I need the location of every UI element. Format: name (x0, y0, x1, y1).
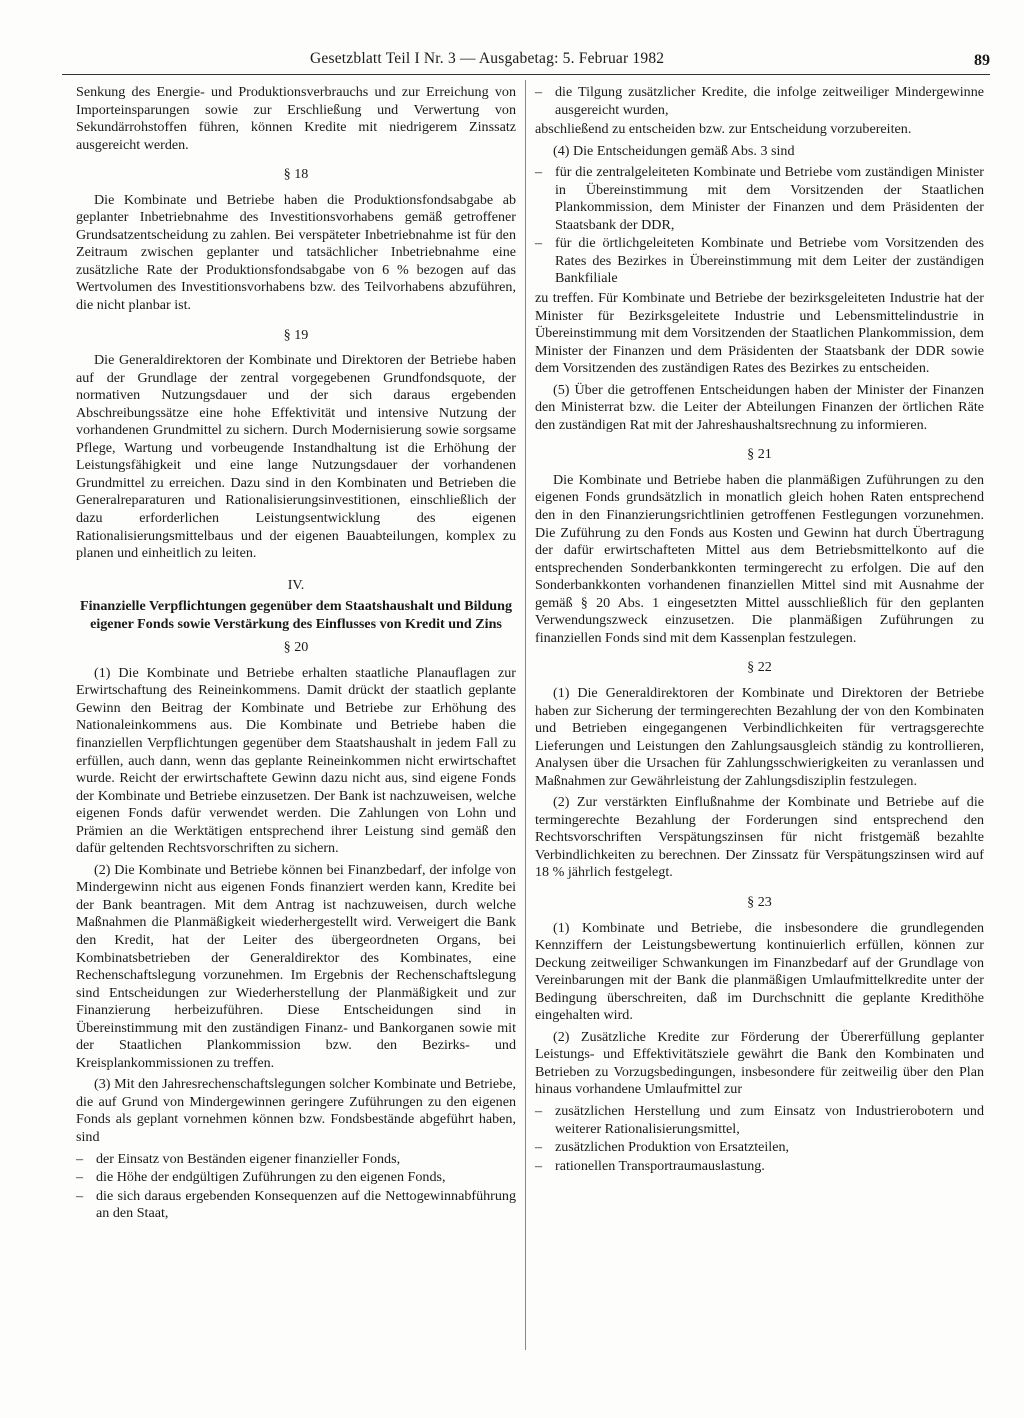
section-19-text: Die Generaldirektoren der Kombinate und Direktoren der Betriebe haben auf der Grundlage der zentral vorgegebenen Grundfondsquote, der normativen Nutzungsdauer und der sich daraus ergebenden Abschreibungssätze eine hohe Effektivität und intensive Nutzung der vorhandenen Grundmittel zu sichern. Durch Modernisierung sowie sorgsame Pflege, Wartung und vorbeugende Instandhaltung ist die Erhöhung der Leistungsfähigkeit und eine lange Nutzungsdauer der vorhandenen Grundmittel zu erreichen. Dazu sind in den Kombinaten und Betrieben die Generalreparaturen und Rationalisierungsinvestitionen, einschließlich der dazu erforderlichen Leistungsentwicklung des eigenen Rationalisierungsmittelbaus und der eigenen Bauabteilungen, komplex zu planen und einheitlich zu leiten. (76, 352, 516, 562)
section-23-list (535, 1103, 984, 1175)
page-number: 89 (974, 52, 990, 69)
section-20-list (76, 1151, 516, 1223)
section-heading-22: § 22 (747, 659, 772, 676)
section-heading-23: § 23 (747, 893, 772, 910)
section-21-text: Die Kombinate und Betriebe haben die planmäßigen Zuführungen zu den eigenen Fonds grundsätzlich in monatlich gleich hohen Raten entsprechend den in den Finanzierungsrichtlinien getroffenen Festlegungen vorzunehmen. Die Zuführung zu den Fonds aus Kosten und Gewinn hat durch Übertragung der dafür erwirtschafteten Mittel aus dem Betriebsmittelkonto auf die entsprechenden Sonderbankkonten termingerecht zu erfolgen. Die auf den Sonderbankkonten vorhandenen finanziellen Mittel sind mit Ausnahme der gemäß § 20 Abs. 1 eingesetzten Mittel ausschließlich für den geplanten Verwendungszweck einzusetzen. Die planmäßigen Zuführungen zu finanziellen Fonds sind mit dem Kassenplan festzulegen. (535, 471, 984, 646)
right-column (535, 84, 984, 1177)
section-23-para-2: (2) Zusätzliche Kredite zur Förderung der Übererfüllung geplanter Leistungs- und Effektivitätsziele gewährt die Bank den Kombinaten und Betrieben zu Vorzugsbedingungen, insbesondere für zeitweilig über den Plan hinaus vorhandene Umlaufmittel zur (535, 1028, 984, 1098)
list-item: – für die örtlichgeleiteten Kombinate und Betriebe vom Vorsitzenden des Rates des Bezirkes in Übereinstimmung mit dem Leiter der zuständigen Bankfiliale (535, 235, 984, 288)
chapter-title: Finanzielle Verpflichtungen gegenüber dem Staatshaushalt und Bildung eigener Fonds sowie Verstärkung des Einflusses von Kredit und Zins (79, 598, 513, 632)
section-heading-19: § 19 (283, 326, 309, 343)
section-22-para-1: (1) Die Generaldirektoren der Kombinate und Direktoren der Betriebe haben zur Sicherung der termingerechten Bezahlung der von den Kombinaten und Betrieben eingegangenen Verbindlichkeiten für vertragsgerechte Lieferungen und Leistungen den Zahlungsausgleich ständig zu kontrollieren, Analysen über die Ursachen für Zahlungsschwierigkeiten zu veranlassen und Maßnahmen zur Gewährleistung der Zahlungsdisziplin festzulegen. (535, 684, 984, 789)
section-20-para-2: (2) Die Kombinate und Betriebe können bei Finanzbedarf, der infolge von Mindergewinn nicht aus eigenen Fonds finanziert werden kann, Kredite bei der Bank beantragen. Mit dem Antrag ist nachzuweisen, durch welche Maßnahmen die Planmäßigkeit wiederhergestellt wird. Verweigert die Bank den Kredit, hat der Leiter des übergeordneten Organs, bei Kombinatsbetrieben der Generaldirektor des Kombinates, eine Rechenschaftslegung vorzunehmen. Im Ergebnis der Rechenschaftslegung sind Entscheidungen zur Wiederherstellung der Planmäßigkeit und zur Finanzierung herbeizuführen. Diese Entscheidungen sind in Übereinstimmung mit den zuständigen Finanz- und Bankorganen sowie mit der Staatlichen Plankommission bzw. den Bezirks- und Kreisplankommissionen zu treffen. (76, 861, 516, 1071)
header-title: Gesetzblatt Teil I Nr. 3 — Ausgabetag: 5. Februar 1982 (310, 50, 665, 67)
list-item: – der Einsatz von Beständen eigener finanzieller Fonds, (76, 1151, 516, 1169)
section-heading-21: § 21 (747, 446, 772, 463)
section-23-para-1: (1) Kombinate und Betriebe, die insbesondere die grundlegenden Kennziffern der Leistungsbewertung kontinuierlich erfüllen, können zur Deckung zeitweiliger Schwankungen im Finanzbedarf auf der Grundlage von Vereinbarungen mit der Bank die planmäßigen Umlaufmittelkredite unter der Bedingung überschreiten, daß im Durchschnitt die geplante Kredithöhe eingehalten wird. (535, 919, 984, 1024)
chapter-number: IV. (287, 576, 305, 593)
list-item: – zusätzlichen Herstellung und zum Einsatz von Industrierobotern und weiterer Rationalisierungsmittel, (535, 1103, 984, 1138)
section-heading-20: § 20 (283, 639, 309, 656)
section-20-para-3: (3) Mit den Jahresrechenschaftslegungen solcher Kombinate und Betriebe, die auf Grund von Mindergewinnen geringere Zuführungen zu den eigenen Fonds als geplant vornehmen können bzw. Fondsbestände abgeführt haben, sind (76, 1076, 516, 1145)
paragraph-continued: Senkung des Energie- und Produktionsverbrauchs und zur Erreichung von Importeinsparungen sowie zur Erschließung und Verwertung von Sekundärrohstoffen führen, können Kredite mit niedrigerem Zinssatz ausgereicht werden. (76, 84, 516, 153)
list-item: – zusätzlichen Produktion von Ersatzteilen, (535, 1139, 984, 1157)
left-column (76, 84, 516, 1225)
continued-list (535, 84, 984, 119)
header-rule (62, 74, 990, 75)
page-header (60, 50, 990, 76)
list-item: – die Höhe der endgültigen Zuführungen zu den eigenen Fonds, (76, 1169, 516, 1187)
section-20-para-4: (4) Die Entscheidungen gemäß Abs. 3 sind (553, 142, 795, 159)
list-item: – rationellen Transportraumauslastung. (535, 1158, 984, 1176)
section-20-para-4-continued: zu treffen. Für Kombinate und Betriebe der bezirksgeleiteten Industrie hat der Minister für Bezirksgeleitete Industrie und Lebensmittelindustrie in Übereinstimmung mit dem Vorsitzenden der Staatlichen Plankommission, dem Minister der Finanzen und dem Präsidenten der Staatsbank der DDR sowie dem Vorsitzenden des zuständigen Rates des Bezirkes zu entscheiden. (535, 290, 984, 377)
list-item: – die sich daraus ergebenden Konsequenzen auf die Nettogewinnabführung an den Staat, (76, 1188, 516, 1223)
column-divider (525, 80, 526, 1350)
section-20-para-4-list (535, 164, 984, 288)
list-item: – die Tilgung zusätzlicher Kredite, die infolge zeitweiliger Mindergewinne ausgereicht wurden, (535, 84, 984, 119)
section-18-text: Die Kombinate und Betriebe haben die Produktionsfondsabgabe ab geplanter Inbetriebnahme des Investitionsvorhabens gemäß getroffener Grundsatzentscheidung zu zahlen. Bei verspäteter Inbetriebnahme ist für den Zeitraum zwischen geplanter und tatsächlicher Inbetriebnahme eine zusätzliche Rate der Produktionsfondsabgabe von 6 % bezogen auf das Wertvolumen des Investitionsvorhabens bzw. des Teilvorhabens abzuführen, die nicht planbar ist. (76, 191, 516, 314)
section-heading-18: § 18 (283, 166, 309, 183)
section-22-para-2: (2) Zur verstärkten Einflußnahme der Kombinate und Betriebe auf die termingerechte Bezahlung der Forderungen sind entsprechend den Rechtsvorschriften Verspätungszinsen für nicht fristgemäß bezahlte Verbindlichkeiten zu berechnen. Der Zinssatz für Verspätungszinsen wird auf 18 % jährlich festgelegt. (535, 794, 984, 881)
section-20-para-1: (1) Die Kombinate und Betriebe erhalten staatliche Planauflagen zur Erwirtschaftung des Reineinkommens. Damit drückt der staatlich geplante Gewinn den Beitrag der Kombinate und Betriebe zur Erhöhung des Nationaleinkommens aus. Die Kombinate und Betriebe haben die finanziellen Verpflichtungen gegenüber dem Staatshaushalt in jedem Fall zu erfüllen, auch dann, wenn das geplante Reineinkommen nicht erwirtschaftet wurde. Reicht der erwirtschaftete Gewinn dazu nicht aus, sind eigene Fonds der Kombinate und Betriebe einzusetzen. Der Bank ist nachzuweisen, welche eigenen Fonds dafür verwendet werden. Die Zahlungen von Lohn und Prämien an die Werktätigen entsprechend ihrer Leistung sind gemäß den dafür geltenden Rechtsvorschriften zu sichern. (76, 664, 516, 857)
list-conclusion: abschließend zu entscheiden bzw. zur Entscheidung vorzubereiten. (535, 121, 912, 138)
section-20-para-5: (5) Über die getroffenen Entscheidungen haben der Minister der Finanzen den Ministerrat bzw. die Leiter der Abteilungen Finanzen der örtlichen Räte den zuständigen Rat mit der Jahreshaushaltsrechnung zu informieren. (535, 381, 984, 433)
list-item: – für die zentralgeleiteten Kombinate und Betriebe vom zuständigen Minister in Übereinstimmung mit dem Vorsitzenden der Staatlichen Plankommission, dem Minister der Finanzen und dem Präsidenten der Staatsbank der DDR, (535, 164, 984, 234)
